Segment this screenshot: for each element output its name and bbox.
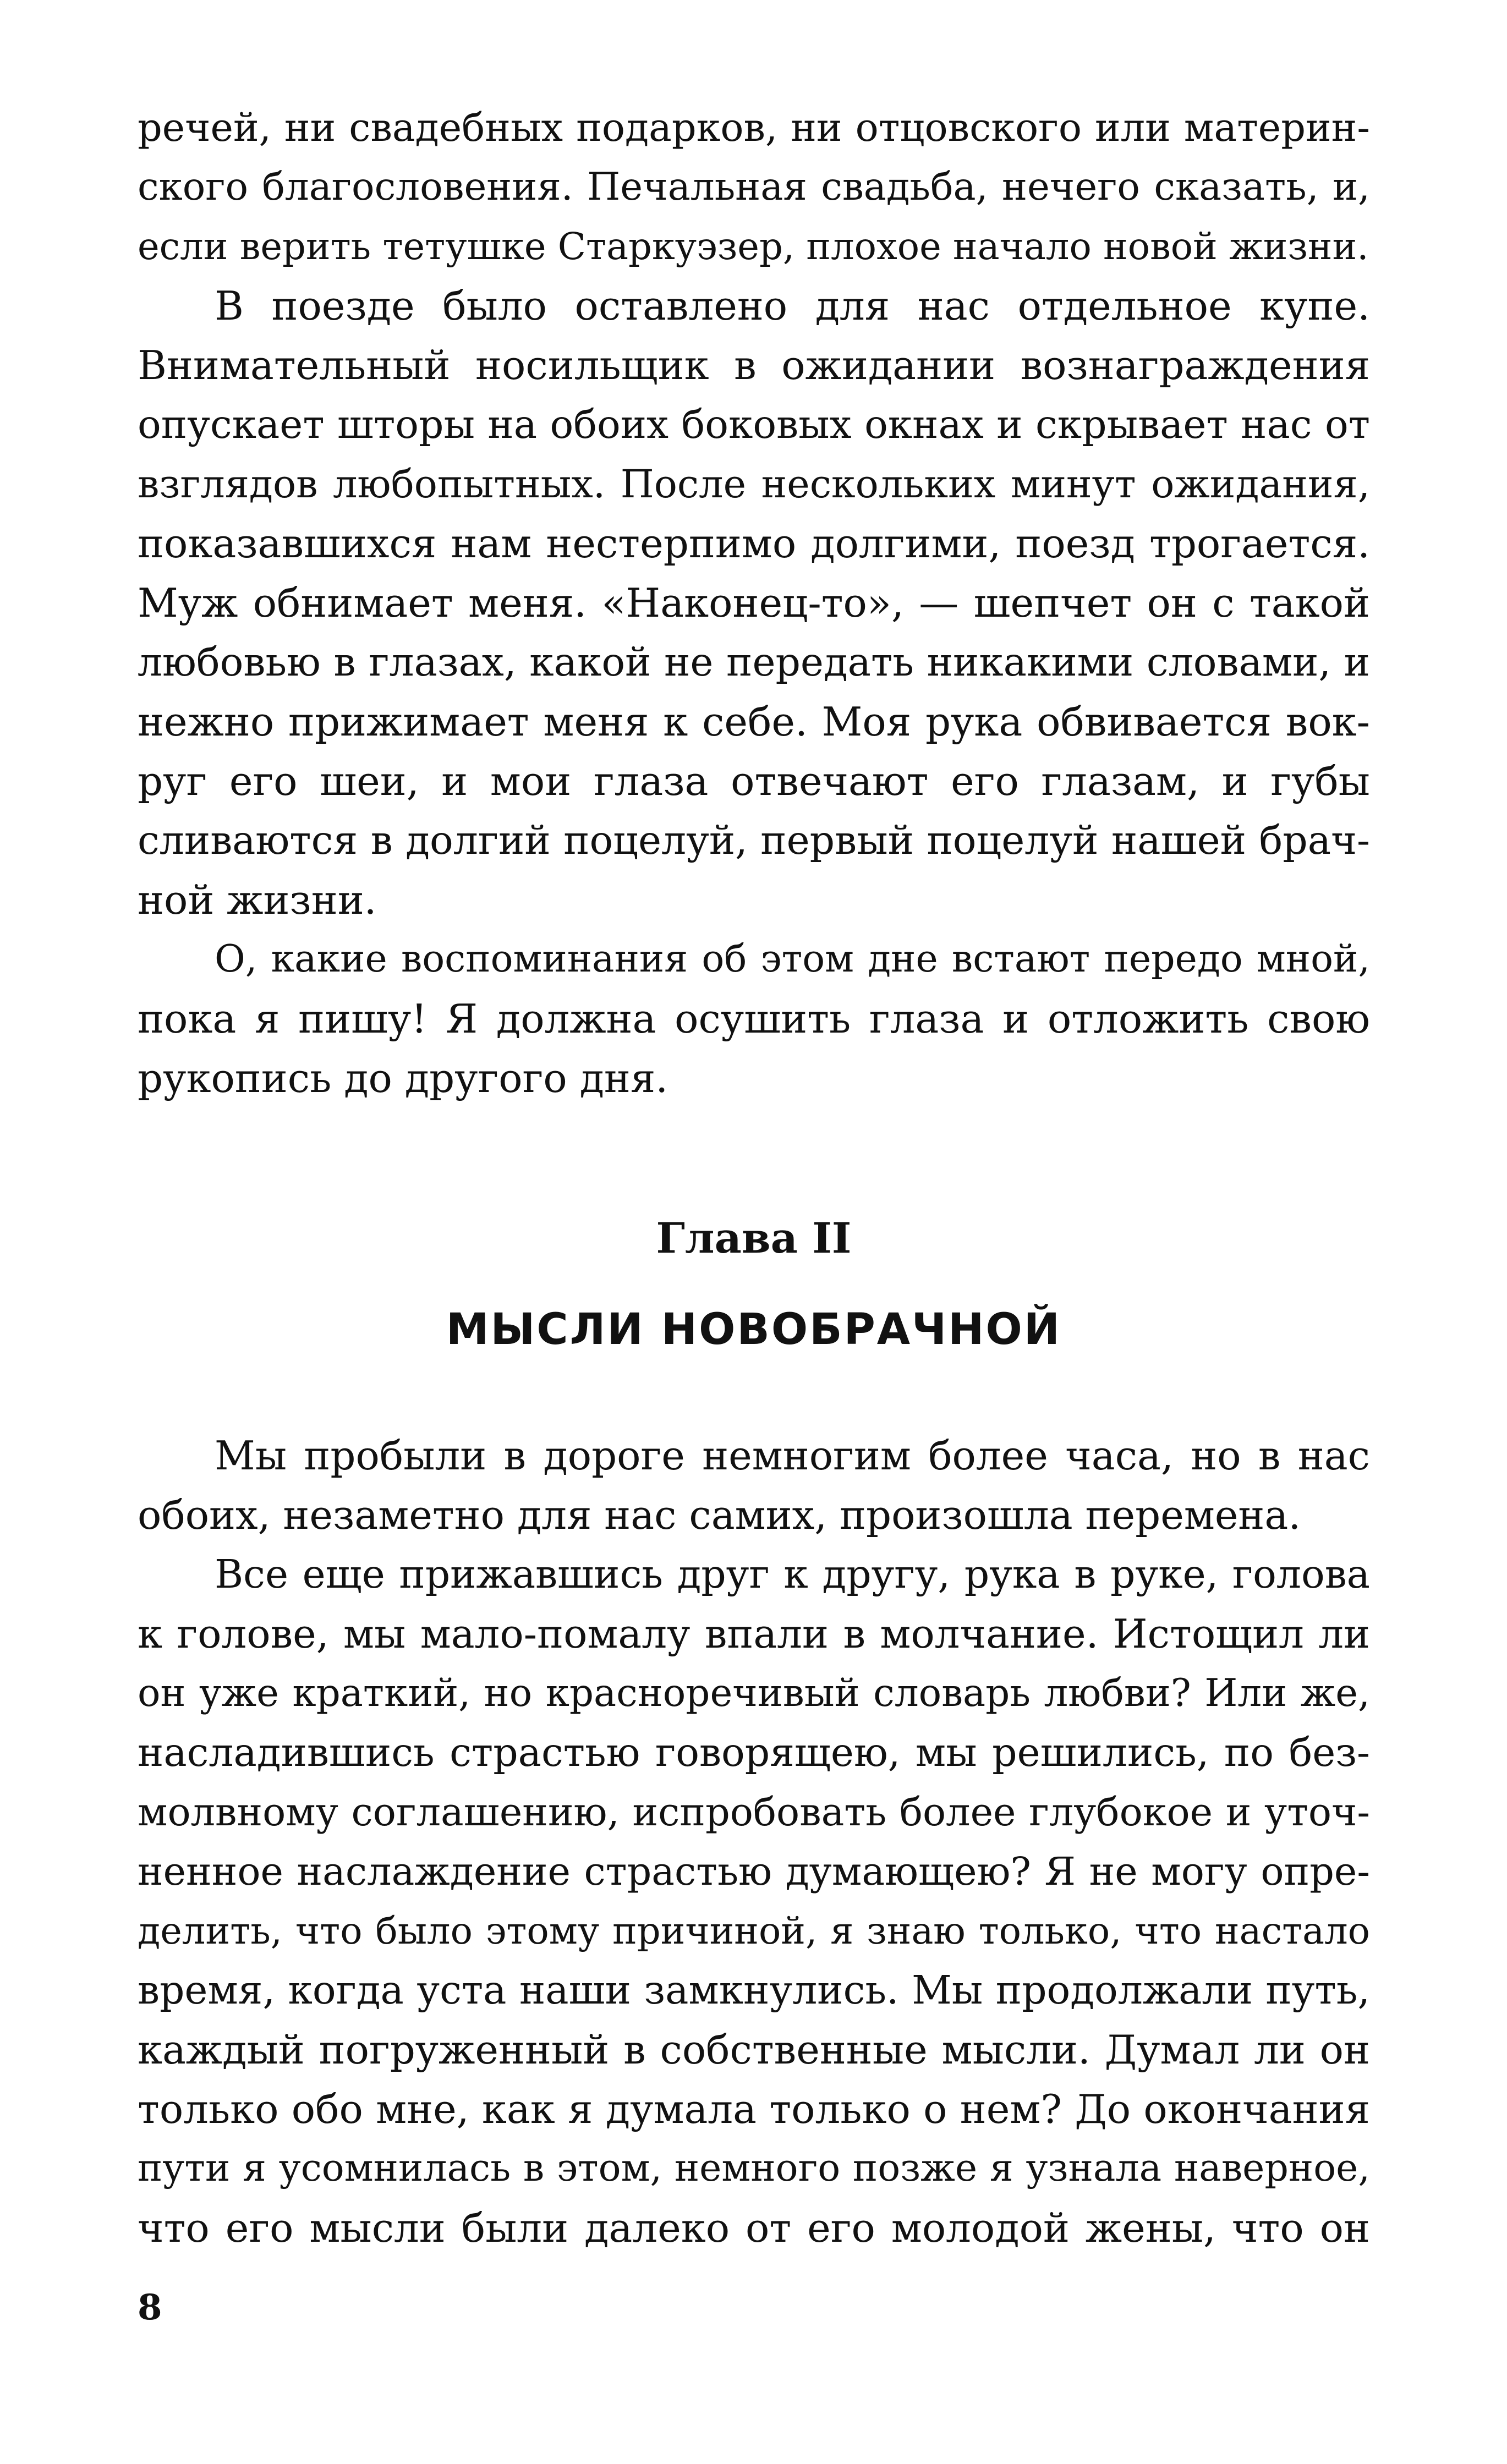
- text-line: В поезде было оставлено для нас отдельное купе.: [215, 283, 1370, 329]
- text-line: Внимательный носильщик в ожидании вознаграждения: [138, 342, 1370, 388]
- text-line: рукопись до другого дня.: [138, 1055, 668, 1101]
- text-line: О, какие воспоминания об этом дне встают передо мной,: [215, 937, 1370, 981]
- chapter-number: Глава II: [656, 1214, 852, 1263]
- text-line: ненное наслаждение страстью думающею? Я не могу опре-: [138, 1849, 1370, 1894]
- text-line: пока я пишу! Я должна осушить глаза и отложить свою: [138, 996, 1370, 1042]
- text-line: ной жизни.: [138, 877, 377, 923]
- text-line: руг его шеи, и мои глаза отвечают его глазам, и губы: [138, 758, 1370, 804]
- text-line: насладившись страстью говорящею, мы решились, по без-: [138, 1730, 1370, 1775]
- text-line: к голове, мы мало-помалу впали в молчание. Истощил ли: [138, 1611, 1370, 1657]
- text-line: обоих, незаметно для нас самих, произошла перемена.: [138, 1492, 1301, 1538]
- text-line: сливаются в долгий поцелуй, первый поцелуй нашей брач-: [138, 817, 1370, 863]
- text-line: пути я усомнилась в этом, немного позже я узнала наверное,: [138, 2147, 1370, 2190]
- text-line: нежно прижимает меня к себе. Моя рука обвивается вок-: [138, 699, 1370, 745]
- chapter-title: МЫСЛИ НОВОБРАЧНОЙ: [446, 1305, 1062, 1354]
- text-line: любовью в глазах, какой не передать никакими словами, и: [138, 639, 1370, 685]
- text-line: показавшихся нам нестерпимо долгими, поезд трогается.: [138, 520, 1370, 567]
- text-line: что его мысли были далеко от его молодой жены, что он: [138, 2205, 1370, 2251]
- text-line: Все еще прижавшись друг к другу, рука в руке, голова: [215, 1551, 1370, 1597]
- text-block-top: [138, 98, 1370, 1108]
- text-line: взглядов любопытных. После нескольких минут ожидания,: [138, 462, 1370, 507]
- text-line: Муж обнимает меня. «Наконец-то», — шепчет он с такой: [138, 580, 1370, 626]
- text-line: каждый погруженный в собственные мысли. Думал ли он: [138, 2027, 1370, 2073]
- text-block-bottom: [138, 1426, 1370, 2258]
- text-line: Мы пробыли в дороге немногим более часа, но в нас: [215, 1433, 1370, 1479]
- text-line: если верить тетушке Старкуэзер, плохое начало новой жизни.: [138, 225, 1369, 268]
- page-number: 8: [138, 2287, 162, 2328]
- text-line: молвному соглашению, испробовать более глубокое и уточ-: [138, 1790, 1370, 1835]
- text-line: делить, что было этому причиной, я знаю только, что настало: [138, 1909, 1370, 1952]
- text-line: речей, ни свадебных подарков, ни отцовского или материн-: [138, 105, 1370, 150]
- text-line: ского благословения. Печальная свадьба, нечего сказать, и,: [138, 165, 1370, 209]
- text-line: только обо мне, как я думала только о нем? До окончания: [138, 2086, 1370, 2132]
- text-line: он уже краткий, но красноречивый словарь любви? Или же,: [138, 1671, 1370, 1715]
- text-line: время, когда уста наши замкнулись. Мы продолжали путь,: [138, 1967, 1370, 2013]
- text-line: опускает шторы на обоих боковых окнах и скрывает нас от: [138, 402, 1370, 447]
